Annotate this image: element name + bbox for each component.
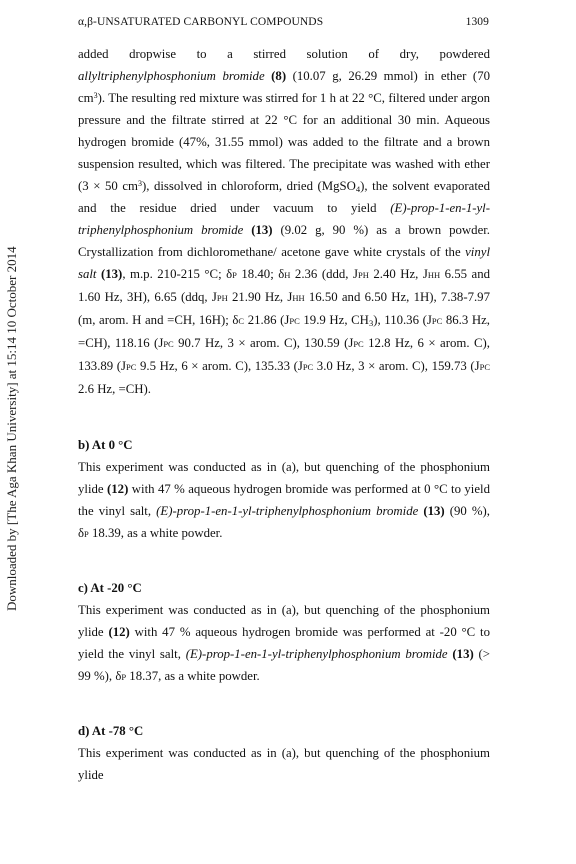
section-d-paragraph: This experiment was conducted as in (a), but quenching of the phosphonium ylide	[78, 746, 490, 782]
compound-number: (13)	[101, 267, 123, 281]
section-c-paragraph: This experiment was conducted as in (a), but quenching of the phosphonium ylide (12) with 47 % aqueous hydrogen bromide was performed at -20 °C to yield the vinyl salt, (E)-prop-1-en-1-yl-triphenylphosphonium bromide (13) (> 99 %), δP 18.37, as a white powder.	[78, 603, 491, 683]
running-title: α,β-UNSATURATED CARBONYL COMPOUNDS	[78, 16, 324, 28]
compound-number: (13)	[452, 647, 474, 661]
section-heading-b: b) At 0 °C	[78, 438, 133, 452]
compound-name: vinyl salt	[78, 245, 490, 281]
compound-number: (13)	[423, 504, 445, 518]
experimental-paragraph: added dropwise to a stirred solution of dry, powdered allyltriphenylphosphonium bromide (8) (10.07 g, 26.29 mmol) in ether (70 $cm^3$). The resulting red mixture was stirred for 1 h at 22 °C, filtered under argon pressure and the filtrate stirred at 22 °C for an additional 30 min. Aqueous hydrogen bromide (47%, 31.55 mmol) was added to the filtrate and a brown suspension resulted, which was filtered. The precipitate was washed with ether (3 × 50 $cm^3$), dissolved in chloroform, dried (MgSO$_4$), the solvent evaporated and the residue dried under vacuum to yield (E)-prop-1-en-1-yl-triphenylphosphonium bromide (13) (9.02 g, 90 %) as a brown powder. Crystallization from dichloromethane/ acetone gave white crystals of the vinyl salt (13), m.p. 210-215 °C; δP 18.40; δH 2.36 (ddd, JPH 2.40 Hz, JHH 6.55 and 1.60 Hz, 3H), 6.65 (ddq, JPH 21.90 Hz, JHH 16.50 and 6.50 Hz, 1H), 7.38-7.97 (m, arom. H and =CH, 16H); δC 21.86 (JPC 19.9 Hz, $CH_3$), 110.36 (JPC 86.3 Hz, =CH), 118.16 (JPC 90.7 Hz, 3 × arom. C), 130.59 (JPC 12.8 Hz, 6 × arom. C), 133.89 (JPC 9.5 Hz, 6 × arom. C), 135.33 (JPC 3.0 Hz, 3 × arom. C), 159.73 (JPC 2.6 Hz, =CH).	[78, 47, 491, 396]
compound-name: (E)-prop-1-en-1-yl-triphenylphosphonium bromide	[78, 201, 490, 237]
page-body	[78, 43, 490, 786]
section-heading-c: c) At -20 °C	[78, 581, 142, 595]
compound-name: (E)-prop-1-en-1-yl-triphenylphosphonium bromide	[156, 504, 419, 518]
page-number: 1309	[465, 16, 489, 28]
compound-name: (E)-prop-1-en-1-yl-triphenylphosphonium bromide	[185, 647, 448, 661]
compound-number: (12)	[107, 482, 129, 496]
compound-number: (12)	[108, 625, 130, 639]
section-heading-d: d) At -78 °C	[78, 724, 144, 738]
section-b-paragraph: This experiment was conducted as in (a), but quenching of the phosphonium ylide (12) with 47 % aqueous hydrogen bromide was performed at 0 °C to yield the vinyl salt, (E)-prop-1-en-1-yl-triphenylphosphonium bromide (13) (90 %), δP 18.39, as a white powder.	[78, 460, 491, 540]
compound-number: (8)	[271, 69, 287, 83]
compound-name: allyltriphenylphosphonium bromide	[78, 69, 265, 83]
compound-number: (13)	[251, 223, 273, 237]
download-notice: Downloaded by [The Aga Khan University] at 15:14 10 October 2014	[4, 246, 19, 611]
